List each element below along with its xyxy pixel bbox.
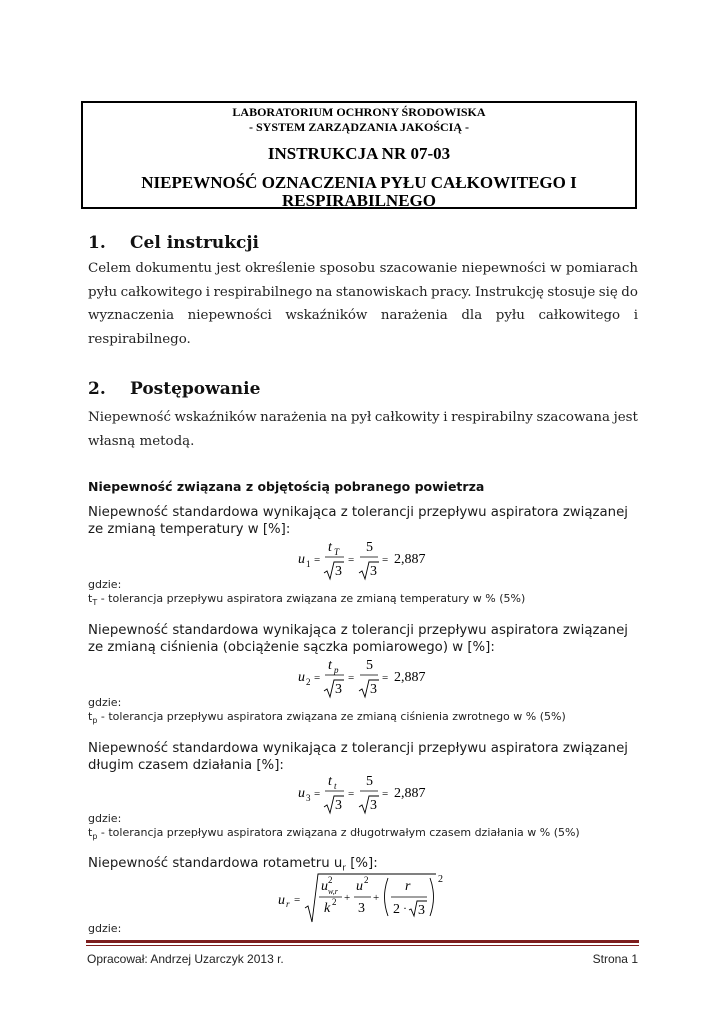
u1-formula xyxy=(290,538,440,586)
word: narażenia xyxy=(380,308,448,324)
gdzie-label: gdzie: xyxy=(88,696,122,709)
section-number: 2. xyxy=(88,379,106,399)
gdzie-label: gdzie: xyxy=(88,922,122,935)
t2-num-sup: 2 xyxy=(364,875,369,885)
svg-text:=: = xyxy=(382,788,389,800)
paragraph-line: respirabilnego. xyxy=(88,332,191,348)
t1-num-sup: 2 xyxy=(328,875,333,885)
word: szacowanie xyxy=(379,261,458,276)
formula-num-sub: T xyxy=(334,547,340,557)
t1-num-sub: w,r xyxy=(328,887,338,896)
svg-text:=: = xyxy=(314,788,321,800)
u2-definition xyxy=(88,710,566,725)
formula-num: t xyxy=(328,540,332,555)
svg-text:=: = xyxy=(382,672,389,684)
word: w xyxy=(550,261,562,276)
lab-name: LABORATORIUM OCHRONY ŚRODOWISKA xyxy=(232,105,486,119)
section-2-paragraph xyxy=(88,406,638,453)
word: niepewności xyxy=(187,308,272,324)
document-title-line-2: RESPIRABILNEGO xyxy=(282,191,436,210)
word: wskaźników xyxy=(285,308,368,324)
outer-sup: 2 xyxy=(438,874,443,885)
section-number: 1. xyxy=(88,233,106,253)
t3-den-a: 2 xyxy=(393,902,400,917)
instruction-number: INSTRUKCJA NR 07-03 xyxy=(267,144,451,163)
word: określenie xyxy=(244,261,316,276)
word: na xyxy=(315,284,333,300)
formula-lhs-sub: 3 xyxy=(306,793,311,803)
u3-description: Niepewność standardowa wynikająca z tolerancji przepływu aspiratora związanej długim czasem działania [%]: xyxy=(88,741,628,773)
paragraph-line: własną metodą. xyxy=(88,433,195,449)
formula-den2: 3 xyxy=(370,564,377,579)
formula-num2: 5 xyxy=(366,774,373,789)
word: narażenia xyxy=(260,410,328,425)
formula-result: 2,887 xyxy=(394,552,426,567)
gdzie-label: gdzie: xyxy=(88,812,122,825)
word: pracy. xyxy=(431,284,472,300)
section-1-paragraph xyxy=(88,257,638,352)
formula-lhs: u xyxy=(298,670,305,685)
document-header xyxy=(81,101,637,209)
word: na xyxy=(330,410,348,425)
u3-definition xyxy=(88,826,580,841)
word: Celem xyxy=(88,261,132,276)
footer-rule xyxy=(86,940,639,943)
word: i xyxy=(205,284,211,300)
formula-num: t xyxy=(328,658,332,673)
formula-lhs-sub: 1 xyxy=(306,559,311,569)
t1-num: u xyxy=(321,879,328,894)
svg-text:=: = xyxy=(314,554,321,566)
t1-den-sup: 2 xyxy=(332,897,337,907)
word: pyłu xyxy=(88,284,118,300)
svg-text:=: = xyxy=(348,554,355,566)
word: respirabilny xyxy=(451,410,533,425)
word: do xyxy=(621,284,638,300)
definition-text: - tolerancja przepływu aspiratora związana z długotrwałym czasem działania w % (5%) xyxy=(97,826,580,839)
ur-text-sub: r xyxy=(342,863,346,874)
t3-den-b: 3 xyxy=(418,903,425,918)
u2-formula xyxy=(290,656,440,704)
formula-num: t xyxy=(328,774,332,789)
word: Niepewność xyxy=(88,410,171,425)
word: i xyxy=(633,308,638,324)
u2-description: Niepewność standardowa wynikająca z tolerancji przepływu aspiratora związanej ze zmianą ciśnienia (obciążenie sączka pomiarowego) w [%]: xyxy=(88,623,628,655)
footer-rule-thin xyxy=(86,945,639,946)
section-title: Cel instrukcji xyxy=(130,233,260,253)
symbol-sub: T xyxy=(92,598,98,608)
gdzie-label: gdzie: xyxy=(88,578,122,591)
formula-den2: 3 xyxy=(370,682,377,697)
plus-2: + xyxy=(373,892,380,904)
t3-num: r xyxy=(405,879,411,894)
svg-text:=: = xyxy=(348,672,355,684)
symbol: t xyxy=(88,710,93,723)
formula-num-sub: p xyxy=(334,665,339,675)
plus-1: + xyxy=(344,892,351,904)
symbol: t xyxy=(88,826,93,839)
formula-den: 3 xyxy=(335,564,342,579)
word: wskaźników xyxy=(174,410,257,425)
word: stanowiskach xyxy=(335,284,428,300)
word: pył xyxy=(350,410,372,425)
word: pyłu xyxy=(495,308,525,324)
word: całkowitego xyxy=(538,308,621,324)
formula-num2: 5 xyxy=(366,658,373,673)
symbol-sub: p xyxy=(92,716,98,726)
formula-lhs: u xyxy=(278,893,285,908)
formula-den: 3 xyxy=(335,682,342,697)
footer-page-number: Strona 1 xyxy=(592,952,638,966)
word: sposobu xyxy=(319,261,376,276)
word: jest xyxy=(613,410,638,425)
section-title: Postępowanie xyxy=(130,379,261,399)
footer-author: Opracował: Andrzej Uzarczyk 2013 r. xyxy=(87,952,284,966)
word: całkowity xyxy=(374,410,440,425)
definition-text: - tolerancja przepływu aspiratora związana ze zmianą ciśnienia zwrotnego w % (5%) xyxy=(97,710,566,723)
word: szacowana xyxy=(536,410,610,425)
u1-description: Niepewność standardowa wynikająca z tolerancji przepływu aspiratora związanej ze zmianą temperatury w [%]: xyxy=(88,505,628,537)
svg-text:=: = xyxy=(348,788,355,800)
formula-num2: 5 xyxy=(366,540,373,555)
formula-num-sub: t xyxy=(334,781,337,791)
u1-definition xyxy=(88,592,525,607)
symbol-sub: p xyxy=(92,832,98,842)
formula-lhs: u xyxy=(298,552,305,567)
word: jest xyxy=(216,261,241,276)
formula-den2: 3 xyxy=(370,798,377,813)
formula-lhs-sub: 2 xyxy=(306,677,311,687)
subsection-heading: Niepewność związana z objętością pobranego powietrza xyxy=(88,479,485,494)
word: pomiarach xyxy=(565,261,638,276)
t2-num: u xyxy=(356,879,363,894)
formula-result: 2,887 xyxy=(394,670,426,685)
ur-text-suffix: [%]: xyxy=(345,856,378,871)
word: dla xyxy=(461,308,483,324)
word: Instrukcję xyxy=(475,284,544,300)
formula-den: 3 xyxy=(335,798,342,813)
symbol: t xyxy=(88,592,93,605)
definition-text: - tolerancja przepływu aspiratora związana ze zmianą temperatury w % (5%) xyxy=(97,592,526,605)
word: dokumentu xyxy=(135,261,212,276)
paragraph-line xyxy=(88,304,638,328)
word: i xyxy=(443,410,448,425)
t1-den: k xyxy=(324,901,331,916)
formula-lhs-sub: r xyxy=(286,899,290,909)
svg-text:=: = xyxy=(382,554,389,566)
word: niepewności xyxy=(461,261,546,276)
paragraph-line xyxy=(88,406,638,430)
t3-den-dot: · xyxy=(403,901,407,915)
word: całkowitego xyxy=(120,284,203,300)
word: stosuje xyxy=(547,284,596,300)
paragraph-line xyxy=(88,281,638,305)
ur-text: Niepewność standardowa rotametru u xyxy=(88,856,343,871)
svg-text:=: = xyxy=(294,894,301,906)
formula-lhs: u xyxy=(298,786,305,801)
t2-den: 3 xyxy=(358,901,365,916)
svg-text:=: = xyxy=(314,672,321,684)
formula-result: 2,887 xyxy=(394,786,426,801)
u3-formula xyxy=(290,772,440,820)
document-title-line-1: NIEPEWNOŚĆ OZNACZENIA PYŁU CAŁKOWITEGO I xyxy=(141,173,577,192)
word: wyznaczenia xyxy=(88,308,175,324)
word: się xyxy=(598,284,618,300)
word: respirabilnego xyxy=(213,284,313,300)
system-name: - SYSTEM ZARZĄDZANIA JAKOŚCIĄ - xyxy=(248,120,470,134)
ur-formula xyxy=(272,870,452,930)
paragraph-line xyxy=(88,257,638,281)
